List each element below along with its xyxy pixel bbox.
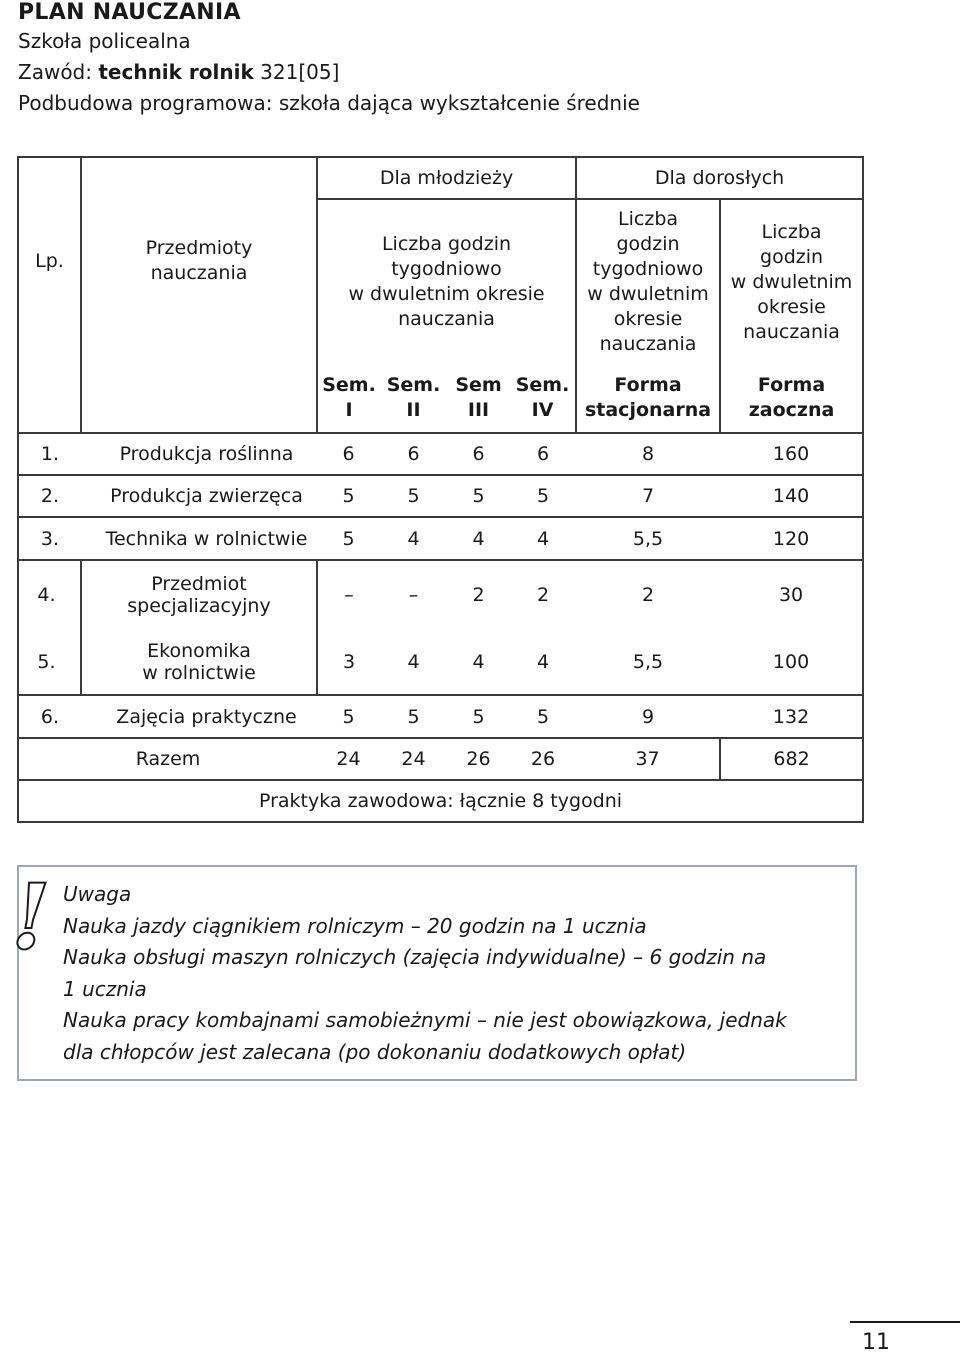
row-lp: 5.: [18, 629, 81, 695]
row-lp: 1.: [18, 433, 81, 475]
profession-label: Zawód:: [18, 60, 99, 84]
row-stationary: 5,5: [576, 629, 720, 695]
header-line: okresie: [757, 295, 826, 318]
header-lp: Lp.: [18, 157, 81, 364]
row-subject: [81, 560, 317, 629]
header-line: Liczba: [761, 220, 822, 243]
exclamation-icon: !: [11, 864, 51, 970]
header-line: godzin: [616, 233, 680, 255]
sem-number: IV: [531, 399, 554, 421]
row-s1: 3: [317, 629, 380, 695]
form-stationary-header: [576, 364, 720, 433]
header-group-youth: Dla młodzieży: [317, 157, 576, 199]
header-subjects-spacer: [81, 364, 317, 433]
row-s3: 2: [447, 560, 510, 629]
header-line: okresie: [613, 308, 683, 330]
total-s2: 24: [380, 738, 447, 780]
sem-number: I: [345, 399, 353, 421]
total-stationary: 37: [576, 738, 720, 780]
note-heading: Uwaga: [63, 882, 132, 906]
table-row: [18, 560, 863, 629]
row-s4: 6: [510, 433, 576, 475]
header-line: w dwuletnim okresie: [348, 283, 545, 305]
header-line: nauczania: [398, 308, 495, 330]
header-subjects: [81, 157, 317, 364]
document-header: [18, 0, 640, 119]
row-stationary: 9: [576, 695, 720, 738]
row-subject: Zajęcia praktyczne: [81, 695, 317, 738]
profession-code: 321[05]: [253, 60, 340, 84]
teaching-plan-table: [17, 156, 864, 823]
sem-label: Sem.: [515, 374, 570, 396]
header-line: nauczania: [599, 333, 697, 355]
note-line: Nauka jazdy ciągnikiem rolniczym – 20 godzin na 1 ucznia: [63, 913, 647, 938]
header-line: w dwuletnim: [730, 270, 853, 293]
note-line: Nauka obsługi maszyn rolniczych (zajęcia indywidualne) – 6 godzin na: [63, 945, 767, 969]
row-extramural: 100: [720, 629, 863, 695]
row-s4: 4: [510, 629, 576, 695]
row-subject: Technika w rolnictwie: [81, 517, 317, 560]
header-line: tygodniowo: [391, 258, 502, 280]
note-line: 1 ucznia: [63, 976, 147, 1001]
header-line: nauczania: [743, 320, 840, 343]
row-s3: 6: [447, 433, 510, 475]
school-type: Szkoła policealna: [18, 29, 191, 53]
total-row: [18, 738, 863, 780]
row-s4: 5: [510, 695, 576, 738]
semester-4-header: [510, 364, 576, 433]
row-s4: 5: [510, 475, 576, 517]
row-lp: 4.: [18, 560, 81, 629]
row-s2: 5: [380, 475, 447, 517]
note-line: dla chłopców jest zalecana (po dokonaniu dodatkowych opłat): [63, 1039, 687, 1064]
row-s1: 5: [317, 695, 380, 738]
header-youth-hours: [317, 199, 576, 364]
row-stationary: 7: [576, 475, 720, 517]
row-s4: 2: [510, 560, 576, 629]
subject-line: Przedmiot: [151, 573, 247, 595]
total-s1: 24: [317, 738, 380, 780]
row-subject: [81, 629, 317, 695]
subject-line: w rolnictwie: [142, 661, 256, 684]
row-extramural: 160: [720, 433, 863, 475]
header-line: godzin: [760, 245, 824, 268]
header-line: w dwuletnim: [587, 283, 709, 305]
row-s4: 4: [510, 517, 576, 560]
header-lp-spacer: [18, 364, 81, 433]
profession-name: technik rolnik: [98, 60, 254, 84]
total-label: Razem: [18, 738, 317, 780]
header-subjects-line: Przedmioty: [145, 237, 253, 259]
header-adult-extramural-hours: [720, 199, 863, 364]
row-s2: –: [380, 560, 447, 629]
header-line: tygodniowo: [592, 258, 704, 280]
profession-line: [18, 57, 640, 88]
program-basis: Podbudowa programowa: szkoła dająca wykształcenie średnie: [18, 91, 640, 115]
table-row: [18, 629, 863, 695]
row-extramural: 140: [720, 475, 863, 517]
note-line: Nauka pracy kombajnami samobieżnymi – nie jest obowiązkowa, jednak: [63, 1008, 787, 1032]
total-s3: 26: [447, 738, 510, 780]
row-stationary: 5,5: [576, 517, 720, 560]
form-label: Forma: [757, 374, 826, 396]
row-s3: 5: [447, 695, 510, 738]
row-s2: 4: [380, 517, 447, 560]
header-group-adults: Dla dorosłych: [576, 157, 863, 199]
page-number-rule: [850, 1321, 960, 1323]
row-s2: 6: [380, 433, 447, 475]
row-s1: 5: [317, 475, 380, 517]
form-extramural-header: [720, 364, 863, 433]
subject-line: Ekonomika: [147, 639, 251, 662]
row-subject: Produkcja roślinna: [81, 433, 317, 475]
sem-number: III: [467, 399, 490, 421]
row-s3: 4: [447, 629, 510, 695]
table-row: [18, 475, 863, 517]
row-s2: 4: [380, 629, 447, 695]
row-stationary: 2: [576, 560, 720, 629]
row-extramural: 120: [720, 517, 863, 560]
row-s3: 5: [447, 475, 510, 517]
semester-1-header: [317, 364, 380, 433]
practice-note: Praktyka zawodowa: łącznie 8 tygodni: [18, 780, 863, 822]
page-title: PLAN NAUCZANIA: [18, 0, 241, 25]
row-s3: 4: [447, 517, 510, 560]
note-text: [63, 879, 843, 1068]
sem-label: Sem.: [322, 374, 376, 396]
table-row: [18, 695, 863, 738]
row-lp: 3.: [18, 517, 81, 560]
row-stationary: 8: [576, 433, 720, 475]
header-line: Liczba godzin: [381, 233, 512, 255]
row-lp: 2.: [18, 475, 81, 517]
table-row: [18, 433, 863, 475]
row-lp: 6.: [18, 695, 81, 738]
header-subjects-line: nauczania: [150, 262, 248, 284]
row-extramural: 132: [720, 695, 863, 738]
form-label: stacjonarna: [584, 399, 712, 421]
row-s1: 5: [317, 517, 380, 560]
form-label: Forma: [614, 374, 682, 396]
total-s4: 26: [510, 738, 576, 780]
sem-label: Sem.: [386, 374, 441, 396]
row-extramural: 30: [720, 560, 863, 629]
form-label: zaoczna: [748, 399, 835, 421]
page-number: 11: [862, 1330, 890, 1355]
total-extramural: 682: [720, 738, 863, 780]
row-subject: Produkcja zwierzęca: [81, 475, 317, 517]
row-s1: 6: [317, 433, 380, 475]
row-s1: –: [317, 560, 380, 629]
subject-line: specjalizacyjny: [127, 595, 271, 617]
sem-label: Sem: [455, 374, 502, 396]
semester-3-header: [447, 364, 510, 433]
row-s2: 5: [380, 695, 447, 738]
note-box: [11, 864, 857, 1081]
table-row: [18, 517, 863, 560]
sem-number: II: [406, 399, 421, 421]
header-adult-stationary-hours: [576, 199, 720, 364]
header-line: Liczba: [618, 208, 679, 230]
semester-2-header: [380, 364, 447, 433]
